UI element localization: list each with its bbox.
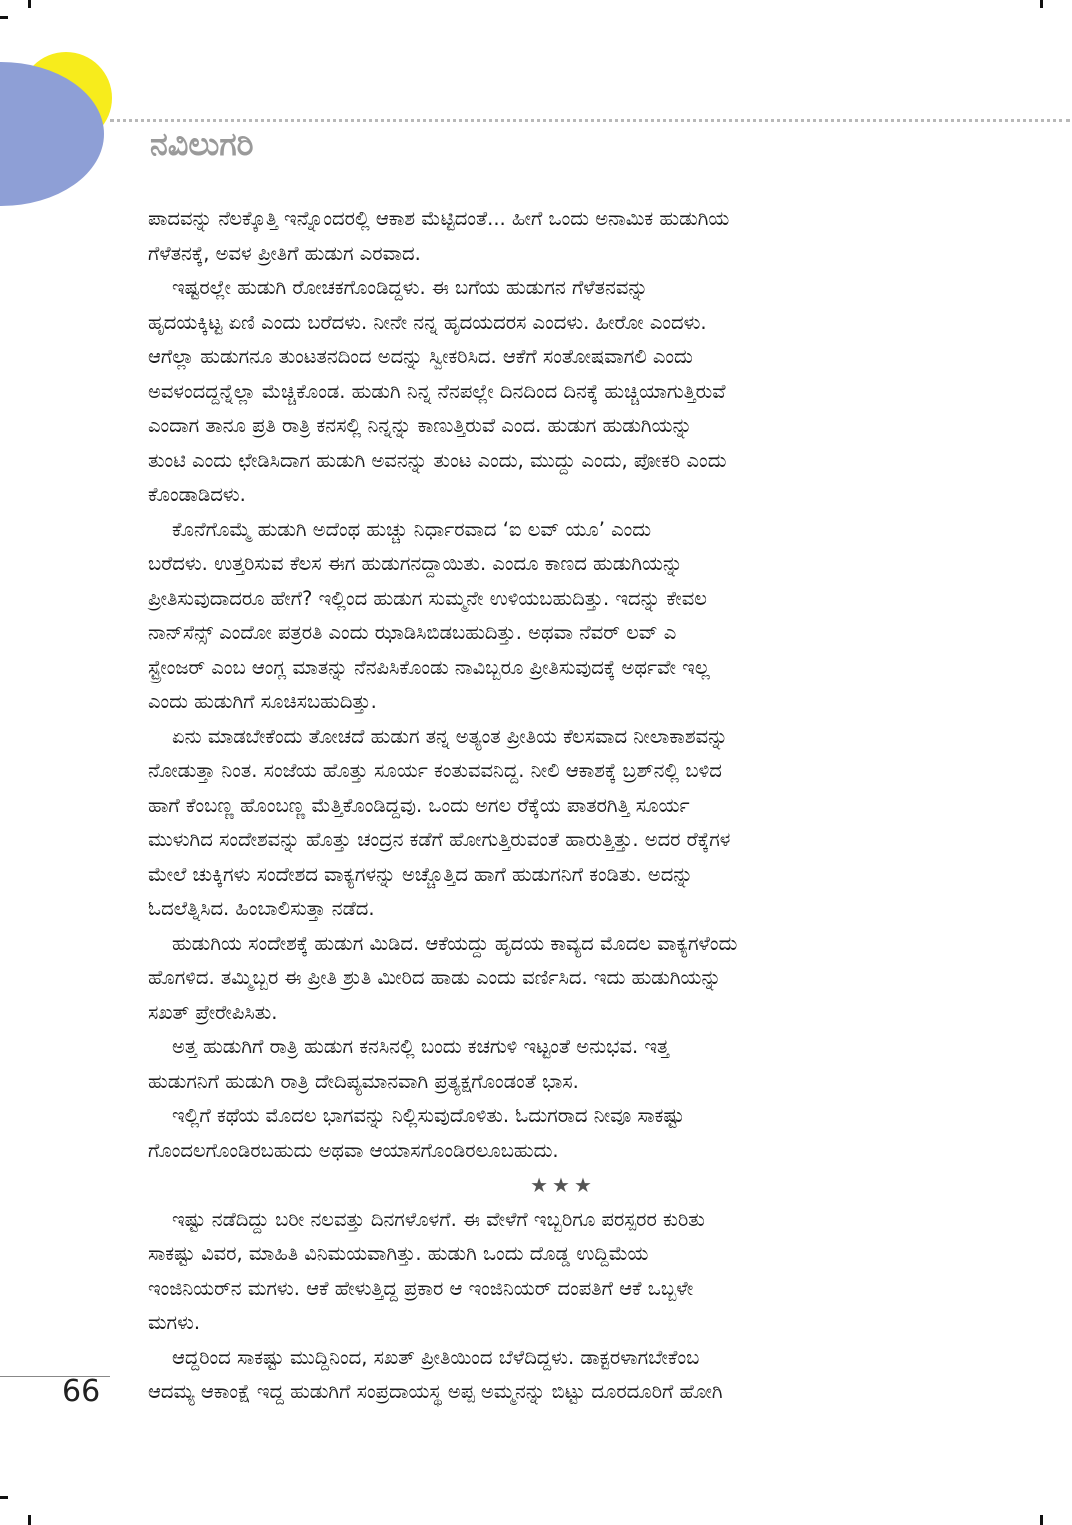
text-line: ಹುಡುಗನಿಗೆ ಹುಡುಗಿ ರಾತ್ರಿ ದೇದಿಪ್ಯಮಾನವಾಗಿ ಪ್ರತ್ಯಕ್ಷಗೊಂಡಂತೆ ಭಾಸ. — [148, 1069, 579, 1093]
text-line: ಕೊಂಡಾಡಿದಳು. — [148, 483, 246, 506]
text-line: ಬರೆದಳು. ಉತ್ತರಿಸುವ ಕೆಲಸ ಈಗ ಹುಡುಗನದ್ದಾಯಿತು. ಎಂದೂ ಕಾಣದ ಹುಡುಗಿಯನ್ನು — [148, 552, 683, 575]
text-line: ಇಲ್ಲಿಗೆ ಕಥೆಯ ಮೊದಲ ಭಾಗವನ್ನು ನಿಲ್ಲಿಸುವುದೊಳಿತು. ಓದುಗರಾದ ನೀವೂ ಸಾಕಷ್ಟು — [172, 1104, 685, 1127]
text-line: ಹುಡುಗಿಯ ಸಂದೇಶಕ್ಕೆ ಹುಡುಗ ಮಿಡಿದ. ಆಕೆಯದ್ದು ಹೃದಯ ಕಾವ್ಯದ ಮೊದಲ ವಾಕ್ಯಗಳೆಂದು — [172, 931, 738, 955]
paragraph — [148, 271, 948, 513]
crop-mark-bottom-right — [1040, 1515, 1043, 1525]
section-separator-stars: ★★★ — [530, 1173, 596, 1197]
paragraph — [148, 1203, 948, 1341]
text-line: ಪ್ರೀತಿಸುವುದಾದರೂ ಹೇಗೆ? ಇಲ್ಲಿಂದ ಹುಡುಗ ಸುಮ್ಮನೇ ಉಳಿಯಬಹುದಿತ್ತು. ಇದನ್ನು ಕೇವಲ — [148, 586, 707, 610]
paragraph — [148, 927, 948, 1031]
paragraph — [148, 202, 948, 271]
text-line: ಗೆಳೆತನಕ್ಕೆ, ಅವಳ ಪ್ರೀತಿಗೆ ಹುಡುಗ ಎರವಾದ. — [148, 241, 421, 265]
text-line: ಎಂದು ಹುಡುಗಿಗೆ ಸೂಚಿಸಬಹುದಿತ್ತು. — [148, 690, 377, 713]
crop-mark-bottom-left — [28, 1515, 31, 1525]
text-line: ಆದ್ದರಿಂದ ಸಾಕಷ್ಟು ಮುದ್ದಿನಿಂದ, ಸಖತ್ ಪ್ರೀತಿಯಿಂದ ಬೆಳೆದಿದ್ದಳು. ಡಾಕ್ಟರಳಾಗಬೇಕೆಂಬ — [172, 1345, 700, 1369]
paragraphs-before-separator — [148, 202, 948, 1168]
text-line: ಮಗಳು. — [148, 1311, 201, 1334]
text-line: ಎಂದಾಗ ತಾನೂ ಪ್ರತಿ ರಾತ್ರಿ ಕನಸಲ್ಲಿ ನಿನ್ನನ್ನು ಕಾಣುತ್ತಿರುವೆ ಎಂದ. ಹುಡುಗ ಹುಡುಗಿಯನ್ನು — [148, 414, 693, 437]
crop-mark-top-left — [28, 0, 31, 8]
page-number: 66 — [62, 1374, 101, 1409]
text-line: ಏನು ಮಾಡಬೇಕೆಂದು ತೋಚದೆ ಹುಡುಗ ತನ್ನ ಅತ್ಯಂತ ಪ್ರೀತಿಯ ಕೆಲಸವಾದ ನೀಲಾಕಾಶವನ್ನು — [172, 724, 728, 748]
header-dotted-rule — [110, 119, 1070, 122]
text-line: ಸ್ಟ್ರೇಂಜರ್ ಎಂಬ ಆಂಗ್ಲ ಮಾತನ್ನು ನೆನಪಿಸಿಕೊಂಡು ನಾವಿಬ್ಬರೂ ಪ್ರೀತಿಸುವುದಕ್ಕೆ ಅರ್ಥವೇ ಇಲ್ಲ — [148, 655, 710, 679]
text-line: ಕೊನೆಗೊಮ್ಮೆ ಹುಡುಗಿ ಅದೆಂಥ ಹುಚ್ಚು ನಿರ್ಧಾರವಾದ ‘ಐ ಲವ್ ಯೂ’ ಎಂದು — [172, 517, 652, 541]
body-text — [148, 202, 948, 1410]
text-line: ನೋಡುತ್ತಾ ನಿಂತ. ಸಂಜೆಯ ಹೊತ್ತು ಸೂರ್ಯ ಕಂತುವವನಿದ್ದ. ನೀಲಿ ಆಕಾಶಕ್ಕೆ ಬ್ರಶ್‌ನಲ್ಲಿ ಬಳಿದ — [148, 759, 722, 782]
text-line: ಅತ್ತ ಹುಡುಗಿಗೆ ರಾತ್ರಿ ಹುಡುಗ ಕನಸಿನಲ್ಲಿ ಬಂದು ಕಚಗುಳಿ ಇಟ್ಟಂತೆ ಅನುಭವ. ಇತ್ತ — [172, 1035, 670, 1058]
text-line: ಅವಳಂದದ್ದನ್ನೆಲ್ಲಾ ಮೆಚ್ಚಿಕೊಂಡ. ಹುಡುಗಿ ನಿನ್ನ ನೆನಪಲ್ಲೇ ದಿನದಿಂದ ದಿನಕ್ಕೆ ಹುಚ್ಚಿಯಾಗುತ್ತಿರುವೆ — [148, 379, 726, 403]
text-line: ನಾನ್‌ಸೆನ್ಸ್ ಎಂದೋ ಪತ್ರರತಿ ಎಂದು ಝಾಡಿಸಿಬಿಡಬಹುದಿತ್ತು. ಅಥವಾ ನೆವರ್ ಲವ್ ಎ — [148, 621, 677, 644]
text-line: ಮುಳುಗಿದ ಸಂದೇಶವನ್ನು ಹೊತ್ತು ಚಂದ್ರನ ಕಡೆಗೆ ಹೋಗುತ್ತಿರುವಂತೆ ಹಾರುತ್ತಿತ್ತು. ಅದರ ರೆಕ್ಕೆಗಳ — [148, 828, 731, 851]
paragraph — [148, 720, 948, 927]
text-line: ಓದಲೆತ್ನಿಸಿದ. ಹಿಂಬಾಲಿಸುತ್ತಾ ನಡೆದ. — [148, 897, 375, 920]
text-line: ಮೇಲೆ ಚುಕ್ಕಿಗಳು ಸಂದೇಶದ ವಾಕ್ಯಗಳನ್ನು ಅಚ್ಚೊತ್ತಿದ ಹಾಗೆ ಹುಡುಗನಿಗೆ ಕಂಡಿತು. ಅದನ್ನು — [148, 862, 693, 886]
text-line: ಆಗೆಲ್ಲಾ ಹುಡುಗನೂ ತುಂಟತನದಿಂದ ಅದನ್ನು ಸ್ವೀಕರಿಸಿದ. ಆಕೆಗೆ ಸಂತೋಷವಾಗಲಿ ಎಂದು — [148, 345, 693, 368]
text-line: ಸಖತ್ ಪ್ರೇರೇಪಿಸಿತು. — [148, 1000, 278, 1024]
text-line: ಇಷ್ಟು ನಡೆದಿದ್ದು ಬರೀ ನಲವತ್ತು ದಿನಗಳೊಳಗೆ. ಈ ವೇಳೆಗೆ ಇಬ್ಬರಿಗೂ ಪರಸ್ಪರರ ಕುರಿತು — [172, 1207, 705, 1231]
text-line: ಗೊಂದಲಗೊಂಡಿರಬಹುದು ಅಥವಾ ಆಯಾಸಗೊಂಡಿರಲೂಬಹುದು. — [148, 1138, 559, 1162]
paragraph — [148, 513, 948, 720]
text-line: ಪಾದವನ್ನು ನೆಲಕ್ಕೊತ್ತಿ ಇನ್ನೊಂದರಲ್ಲಿ ಆಕಾಶ ಮೆಟ್ಟಿದಂತೆ... ಹೀಗೆ ಒಂದು ಅನಾಮಿಕ ಹುಡುಗಿಯ — [148, 207, 730, 230]
text-line: ಹೃದಯಕ್ಕಿಟ್ಟ ಏಣಿ ಎಂದು ಬರೆದಳು. ನೀನೇ ನನ್ನ ಹೃದಯದರಸ ಎಂದಳು. ಹೀರೋ ಎಂದಳು. — [148, 310, 707, 334]
text-line: ಹೊಗಳಿದ. ತಮ್ಮಿಬ್ಬರ ಈ ಪ್ರೀತಿ ಶ್ರುತಿ ಮೀರಿದ ಹಾಡು ಎಂದು ವರ್ಣಿಸಿದ. ಇದು ಹುಡುಗಿಯನ್ನು — [148, 966, 722, 989]
text-line: ಆದಮ್ಯ ಆಕಾಂಕ್ಷೆ ಇದ್ದ ಹುಡುಗಿಗೆ ಸಂಪ್ರದಾಯಸ್ಥ ಅಪ್ಪ ಅಮ್ಮನನ್ನು ಬಿಟ್ಟು ದೂರದೂರಿಗೆ ಹೋಗಿ — [148, 1380, 723, 1403]
crop-mark-top-left-side — [0, 16, 8, 19]
paragraph — [148, 1099, 948, 1168]
crop-mark-top-right — [1040, 0, 1043, 8]
text-line: ತುಂಟಿ ಎಂದು ಛೇಡಿಸಿದಾಗ ಹುಡುಗಿ ಅವನನ್ನು ತುಂಟ ಎಂದು, ಮುದ್ದು ಎಂದು, ಪೋಕರಿ ಎಂದು — [148, 448, 727, 472]
paragraph — [148, 1030, 948, 1099]
text-line: ಇಷ್ಟರಲ್ಲೇ ಹುಡುಗಿ ರೋಚಕಗೊಂಡಿದ್ದಳು. ಈ ಬಗೆಯ ಹುಡುಗನ ಗೆಳೆತನವನ್ನು — [172, 276, 649, 299]
paragraph — [148, 1341, 948, 1410]
paragraphs-after-separator — [148, 1203, 948, 1410]
crop-mark-bottom-left-side — [0, 1496, 8, 1499]
text-line: ಹಾಗೆ ಕೆಂಬಣ್ಣ ಹೊಂಬಣ್ಣ ಮೆತ್ತಿಕೊಂಡಿದ್ದವು. ಒಂದು ಅಗಲ ರೆಕ್ಕೆಯ ಪಾತರಗಿತ್ತಿ ಸೂರ್ಯ — [148, 793, 690, 817]
text-line: ಸಾಕಷ್ಟು ವಿವರ, ಮಾಹಿತಿ ವಿನಿಮಯವಾಗಿತ್ತು. ಹುಡುಗಿ ಒಂದು ದೊಡ್ಡ ಉದ್ದಿಮೆಯ — [148, 1242, 649, 1265]
running-header-title: ನವಿಲುಗರಿ — [150, 125, 254, 163]
text-line: ಇಂಜಿನಿಯರ್‌ನ ಮಗಳು. ಆಕೆ ಹೇಳುತ್ತಿದ್ದ ಪ್ರಕಾರ ಆ ಇಂಜಿನಿಯರ್ ದಂಪತಿಗೆ ಆಕೆ ಒಬ್ಬಳೇ — [148, 1276, 694, 1300]
